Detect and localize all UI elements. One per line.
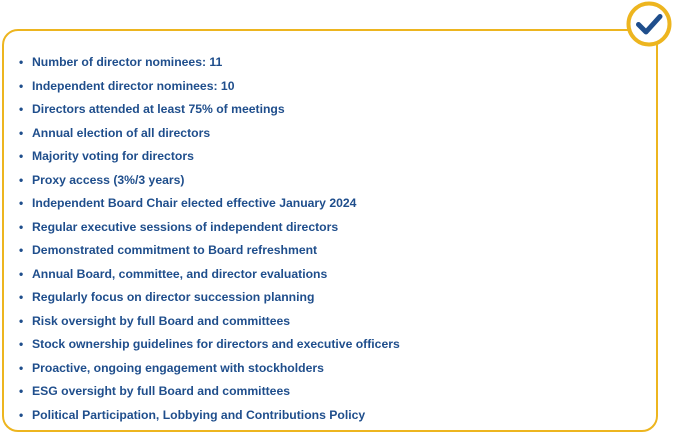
list-item-text: Risk oversight by full Board and committees: [32, 313, 291, 328]
list-item: [4, 333, 400, 357]
list-item-text: Independent director nominees: 10: [32, 78, 235, 93]
list-item: [4, 98, 400, 122]
bullet-icon: •: [19, 243, 24, 257]
list-item-text: Stock ownership guidelines for directors and executive officers: [32, 337, 400, 351]
list-item-text: Majority voting for directors: [32, 149, 194, 163]
checkmark-icon: [626, 1, 672, 47]
list-item: [4, 357, 400, 381]
bullet-icon: •: [19, 384, 24, 398]
list-item-text: Annual election of all directors: [32, 125, 211, 140]
list-item-text: Regularly focus on director succession planning: [32, 290, 315, 304]
list-item: [4, 239, 400, 263]
list-item: [4, 51, 400, 75]
list-item-text: Regular executive sessions of independent directors: [32, 219, 339, 234]
list-item-text: Proxy access (3%/3 years): [32, 172, 185, 187]
governance-highlights-card: [2, 29, 658, 432]
checkmark-badge: [626, 1, 672, 47]
list-item-text: Demonstrated commitment to Board refreshment: [32, 243, 318, 257]
list-item-text: Number of director nominees: 11: [32, 55, 223, 69]
bullet-icon: •: [19, 149, 24, 163]
bullet-icon: •: [19, 196, 24, 210]
list-item: [4, 169, 400, 193]
list-item: [4, 75, 400, 99]
bullet-icon: •: [19, 102, 24, 116]
list-item-text: ESG oversight by full Board and committees: [32, 384, 291, 398]
bullet-icon: •: [19, 172, 24, 187]
list-item: [4, 310, 400, 334]
bullet-icon: •: [19, 360, 24, 375]
bullet-icon: •: [19, 125, 24, 140]
list-item-text: Political Participation, Lobbying and Contributions Policy: [32, 407, 366, 422]
list-item: [4, 380, 400, 404]
list-item: [4, 122, 400, 146]
bullet-icon: •: [19, 219, 24, 234]
list-item-text: Independent Board Chair elected effective January 2024: [32, 196, 357, 210]
list-item: [4, 404, 400, 428]
list-item: [4, 145, 400, 169]
list-item-text: Annual Board, committee, and director evaluations: [32, 266, 328, 281]
list-item: [4, 216, 400, 240]
list-item: [4, 192, 400, 216]
bullet-icon: •: [19, 407, 24, 422]
bullet-icon: •: [19, 290, 24, 304]
list-item-text: Proactive, ongoing engagement with stockholders: [32, 360, 324, 375]
governance-highlights-list: [4, 51, 400, 427]
bullet-icon: •: [19, 337, 24, 351]
list-item-text: Directors attended at least 75% of meetings: [32, 102, 285, 116]
list-item: [4, 286, 400, 310]
list-item: [4, 263, 400, 287]
bullet-icon: •: [19, 55, 24, 69]
bullet-icon: •: [19, 78, 24, 93]
bullet-icon: •: [19, 313, 24, 328]
bullet-icon: •: [19, 266, 24, 281]
